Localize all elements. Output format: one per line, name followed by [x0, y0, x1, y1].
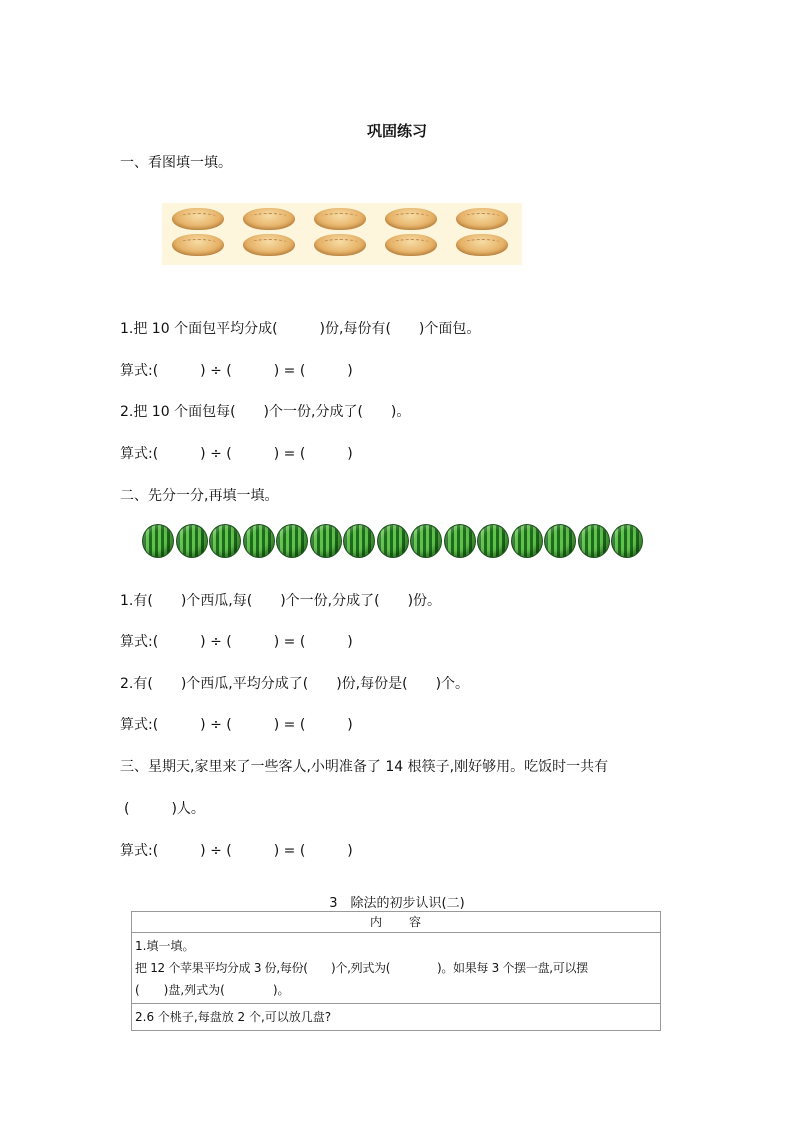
- section3-formula: 算式:( ) ÷ ( ) = ( ): [120, 843, 353, 859]
- section1-heading: 一、看图填一填。: [120, 155, 232, 171]
- section2-question-2: 2.有( )个西瓜,平均分成了( )份,每份是( )个。: [120, 676, 470, 692]
- bread-icon: [456, 234, 508, 256]
- watermelon-icon: [142, 524, 174, 558]
- watermelon-icon: [377, 524, 409, 558]
- watermelon-icon: [544, 524, 576, 558]
- section3-question: 三、星期天,家里来了一些客人,小明准备了 14 根筷子,刚好够用。吃饭时一共有: [120, 759, 609, 775]
- watermelon-icon: [343, 524, 375, 558]
- bread-icon: [172, 208, 224, 230]
- page-title: 巩固练习: [366, 122, 427, 140]
- section1-question-1: 1.把 10 个面包平均分成( )份,每份有( )个面包。: [120, 321, 481, 337]
- row1-line1: 把 12 个苹果平均分成 3 份,每份( )个,列式为( )。如果每 3 个摆一盘,可以摆: [135, 961, 588, 975]
- watermelon-icon: [310, 524, 342, 558]
- lesson-table: [131, 911, 661, 1031]
- watermelon-icon: [176, 524, 208, 558]
- watermelon-icon: [410, 524, 442, 558]
- bread-icon: [243, 234, 295, 256]
- bread-icon: [172, 234, 224, 256]
- watermelon-icon: [209, 524, 241, 558]
- watermelon-icon: [477, 524, 509, 558]
- lesson-table-row-1: [132, 933, 661, 1004]
- section1-formula-2: 算式:( ) ÷ ( ) = ( ): [120, 446, 353, 462]
- row1-line2: ( )盘,列式为( )。: [135, 983, 290, 997]
- lesson-table-header: 内 容: [132, 912, 661, 933]
- watermelon-icon: [444, 524, 476, 558]
- section2-heading: 二、先分一分,再填一填。: [120, 488, 279, 504]
- watermelon-icon: [578, 524, 610, 558]
- section3-question-cont: ( )人。: [124, 801, 205, 817]
- section1-formula-1: 算式:( ) ÷ ( ) = ( ): [120, 363, 353, 379]
- row1-label: 1.填一填。: [135, 939, 195, 953]
- section2-formula-1: 算式:( ) ÷ ( ) = ( ): [120, 634, 353, 650]
- watermelon-icon: [243, 524, 275, 558]
- bread-icon: [243, 208, 295, 230]
- bread-picture: [162, 203, 522, 265]
- section2-formula-2: 算式:( ) ÷ ( ) = ( ): [120, 717, 353, 733]
- watermelon-picture: [142, 522, 642, 560]
- bread-icon: [314, 208, 366, 230]
- bread-icon: [385, 234, 437, 256]
- lesson-title: 3 除法的初步认识(二): [329, 896, 465, 911]
- lesson-table-row-2: 2.6 个桃子,每盘放 2 个,可以放几盘?: [132, 1004, 661, 1031]
- bread-icon: [314, 234, 366, 256]
- section1-question-2: 2.把 10 个面包每( )个一份,分成了( )。: [120, 404, 411, 420]
- section2-question-1: 1.有( )个西瓜,每( )个一份,分成了( )份。: [120, 593, 442, 609]
- watermelon-icon: [511, 524, 543, 558]
- bread-icon: [385, 208, 437, 230]
- bread-icon: [456, 208, 508, 230]
- watermelon-icon: [611, 524, 643, 558]
- watermelon-icon: [276, 524, 308, 558]
